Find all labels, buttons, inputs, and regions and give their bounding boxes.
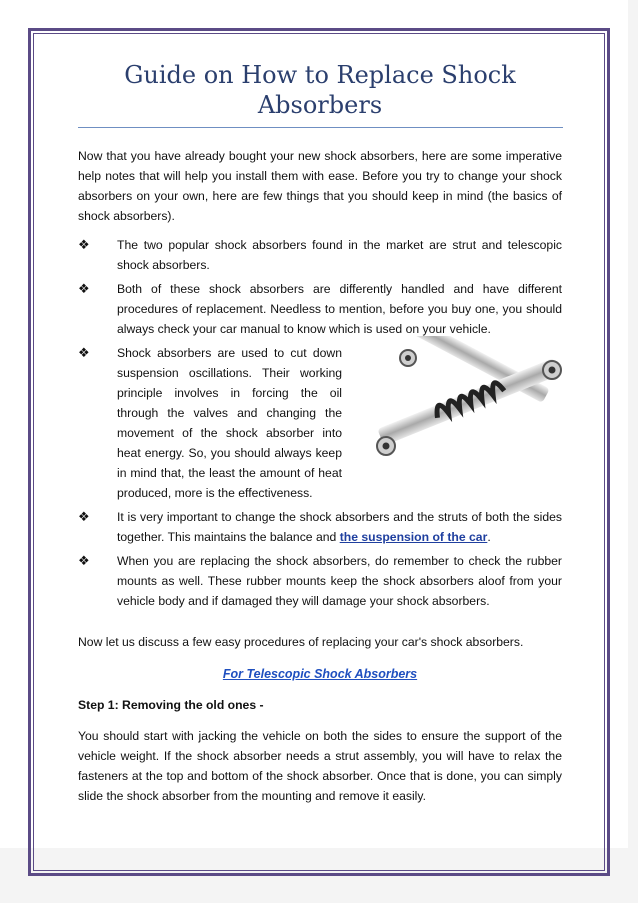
- diamond-bullet-icon: ❖: [78, 553, 90, 568]
- title-line-1: Guide on How to Replace Shock: [124, 61, 516, 89]
- bullet-text: The two popular shock absorbers found in the market are strut and telescopic shock absorbers.: [117, 238, 562, 272]
- bullet-text: Both of these shock absorbers are differently handled and have different procedures of replacement. Needless to mention, before you buy one, you should always check your car manual to know which is used on your vehicle.: [117, 282, 562, 336]
- bullet-text-part: .: [487, 530, 491, 544]
- bullet-text: Shock absorbers are used to cut down suspension oscillations. Their working principle involves in forcing the oil through the valves and changing the movement of the shock absorber into heat energy. So, you should always keep in mind that, the least the amount of heat produced, more is the effectiveness.: [117, 346, 342, 500]
- diamond-bullet-icon: ❖: [78, 345, 90, 360]
- bullet-text: When you are replacing the shock absorbers, do remember to check the rubber mounts as well. These rubber mounts keep the shock absorbers aloof from your vehicle body and if damaged they will damage your shock absorbers.: [117, 554, 562, 608]
- document-title: [78, 60, 562, 120]
- bullet-item: [78, 343, 342, 503]
- bullet-item: [78, 507, 562, 547]
- diamond-bullet-icon: ❖: [78, 509, 90, 524]
- intro-paragraph: Now that you have already bought your new shock absorbers, here are some imperative help notes that will help you install them with ease. Before you try to change your shock absorbers on your own, here are few things that you should keep in mind (the basics of shock absorbers).: [78, 149, 562, 223]
- bullet-item: [78, 551, 562, 611]
- bullet-text-part: It is very important to change the shock absorbers and the struts of both the sides together. This maintains the balance and: [117, 510, 562, 544]
- diamond-bullet-icon: ❖: [78, 281, 90, 296]
- title-underline: [78, 127, 563, 128]
- suspension-link[interactable]: the suspension of the car: [339, 530, 488, 544]
- bullet-item: [78, 235, 562, 275]
- transition-paragraph: Now let us discuss a few easy procedures of replacing your car's shock absorbers.: [78, 635, 524, 649]
- front-shock-icon: [377, 358, 561, 455]
- step-1-paragraph: You should start with jacking the vehicle on both the sides to ensure the support of the vehicle weight. If the shock absorber needs a strut assembly, you will have to relax the fasteners at the top and bottom of the shock absorber. Once that is done, you can simply slide the shock absorber from the mounting and remove it easily.: [78, 729, 562, 803]
- section-heading: For Telescopic Shock Absorbers: [222, 667, 418, 681]
- step-1-heading: Step 1: Removing the old ones -: [78, 698, 264, 712]
- bullet-text: [117, 510, 562, 544]
- title-line-2: Absorbers: [257, 91, 383, 119]
- shock-absorber-photo: [356, 336, 578, 484]
- diamond-bullet-icon: ❖: [78, 237, 90, 252]
- bullet-item: [78, 279, 562, 339]
